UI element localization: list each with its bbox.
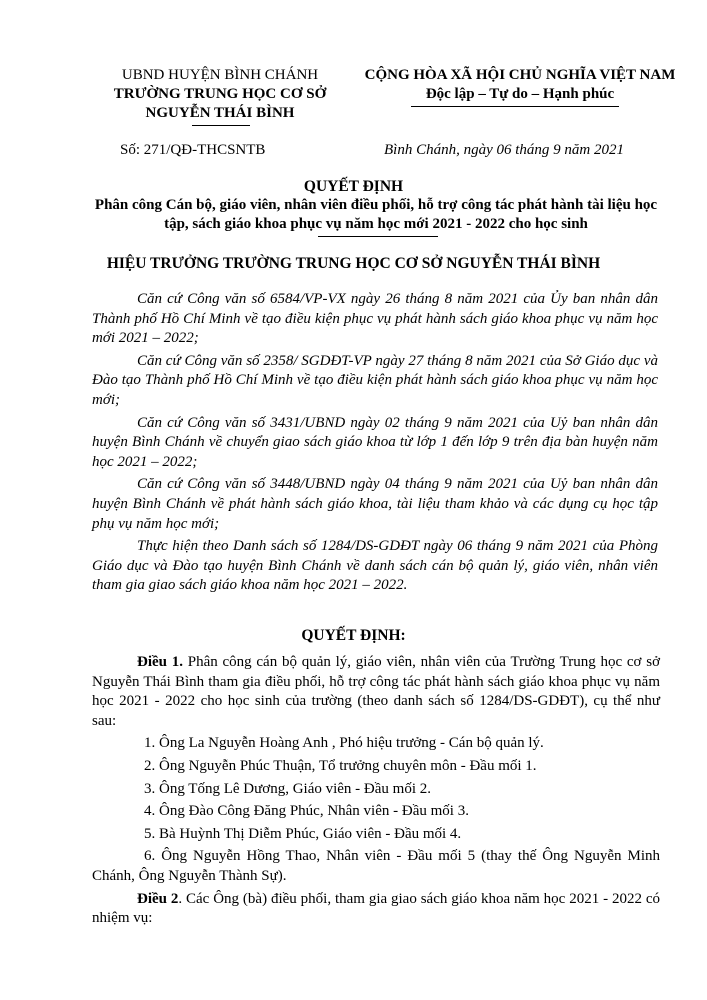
document-title: QUYẾT ĐỊNH bbox=[303, 178, 404, 195]
issuer-school-line2: NGUYỄN THÁI BÌNH bbox=[145, 105, 295, 121]
article-2-text: . Các Ông (bà) điều phối, tham gia giao sách giáo khoa năm học 2021 - 2022 có nhiệm vụ: bbox=[92, 890, 661, 927]
issuer-org: UBND HUYỆN BÌNH CHÁNH bbox=[121, 67, 319, 83]
assignee-6: 6. Ông Nguyễn Hồng Thao, Nhân viên - Đầu mối 5 (thay thế Ông Nguyễn Minh Chánh, Ông Nguyễn Thành Sự). bbox=[92, 848, 660, 884]
issuer-underline bbox=[192, 125, 250, 126]
document-subject: Phân công Cán bộ, giáo viên, nhân viên điều phối, hỗ trợ công tác phát hành tài liệu học tập, sách giáo khoa phục vụ năm học mới 2021 - 2022 cho học sinh bbox=[94, 197, 658, 232]
article-1 bbox=[92, 653, 660, 731]
assignee-2: 2. Ông Nguyễn Phúc Thuận, Tổ trưởng chuyên môn - Đầu mối 1. bbox=[144, 757, 537, 774]
assignee-1: 1. Ông La Nguyễn Hoàng Anh , Phó hiệu trưởng - Cán bộ quản lý. bbox=[144, 735, 544, 752]
article-1-text: Phân công cán bộ quản lý, giáo viên, nhân viên của Trường Trung học cơ sở Nguyễn Thái Bình tham gia điều phối, hỗ trợ công tác phát hành sách giáo khoa phục vụ năm học 2021 - 2022 cho học sinh của trường (theo danh sách số 1284/DS-GDĐT), cụ thể như sau: bbox=[92, 654, 661, 729]
assignee-4: 4. Ông Đào Công Đăng Phúc, Nhân viên - Đầu mối 3. bbox=[144, 803, 469, 820]
legal-basis-2: Căn cứ Công văn số 2358/ SGDĐT-VP ngày 27 tháng 8 năm 2021 của Sở Giáo dục và Đào tạo Thành phố Hồ Chí Minh về tạo điều kiện phát hành sách giáo khoa phục vụ năm học mới; bbox=[92, 352, 658, 408]
nation-name: CỘNG HÒA XÃ HỘI CHỦ NGHĨA VIỆT NAM bbox=[364, 67, 676, 83]
motto-underline bbox=[411, 106, 619, 107]
legal-basis-5: Thực hiện theo Danh sách số 1284/DS-GDĐT ngày 06 tháng 9 năm 2021 của Phòng Giáo dục và Đào tạo huyện Bình Chánh về danh sách cán bộ quản lý, giáo viên, nhân viên tham gia giao sách giáo khoa năm học 2021 – 2022. bbox=[92, 538, 658, 594]
article-1-label: Điều 1. bbox=[137, 654, 183, 670]
assignee-3: 3. Ông Tống Lê Dương, Giáo viên - Đầu mối 2. bbox=[144, 780, 431, 797]
issuing-authority: HIỆU TRƯỞNG TRƯỜNG TRUNG HỌC CƠ SỞ NGUYỄN THÁI BÌNH bbox=[106, 255, 601, 272]
issuer-block bbox=[84, 66, 356, 123]
legal-basis-3: Căn cứ Công văn số 3431/UBND ngày 02 tháng 9 năm 2021 của Uỷ ban nhân dân huyện Bình Chánh về chuyển giao sách giáo khoa từ lớp 1 đến lớp 9 trên địa bàn huyện năm học 2021 – 2022; bbox=[92, 414, 658, 470]
article-2-label: Điều 2 bbox=[137, 890, 179, 907]
decision-heading: QUYẾT ĐỊNH: bbox=[301, 627, 406, 644]
subject-underline bbox=[318, 236, 438, 237]
national-motto: Độc lập – Tự do – Hạnh phúc bbox=[425, 86, 615, 102]
legal-bases bbox=[92, 290, 658, 599]
legal-basis-1: Căn cứ Công văn số 6584/VP-VX ngày 26 tháng 8 năm 2021 của Ủy ban nhân dân Thành phố Hồ Chí Minh về tạo điều kiện phục vụ phát hành sách giáo khoa phục vụ năm học mới 2021 – 2022; bbox=[92, 291, 658, 347]
national-heading bbox=[360, 66, 680, 104]
assignee-5: 5. Bà Huỳnh Thị Diễm Phúc, Giáo viên - Đầu mối 4. bbox=[144, 825, 462, 842]
document-number: Số: 271/QĐ-THCSNTB bbox=[120, 142, 266, 158]
legal-basis-4: Căn cứ Công văn số 3448/UBND ngày 04 tháng 9 năm 2021 của Uỷ ban nhân dân huyện Bình Chánh về phát hành sách giáo khoa, tài liệu tham khảo và các dụng cụ học tập phụ vụ năm học mới; bbox=[92, 476, 658, 532]
place-date: Bình Chánh, ngày 06 tháng 9 năm 2021 bbox=[384, 142, 624, 158]
decision-body bbox=[92, 653, 660, 932]
issuer-school-line1: TRƯỜNG TRUNG HỌC CƠ SỞ bbox=[113, 86, 327, 102]
article-2 bbox=[92, 890, 660, 929]
